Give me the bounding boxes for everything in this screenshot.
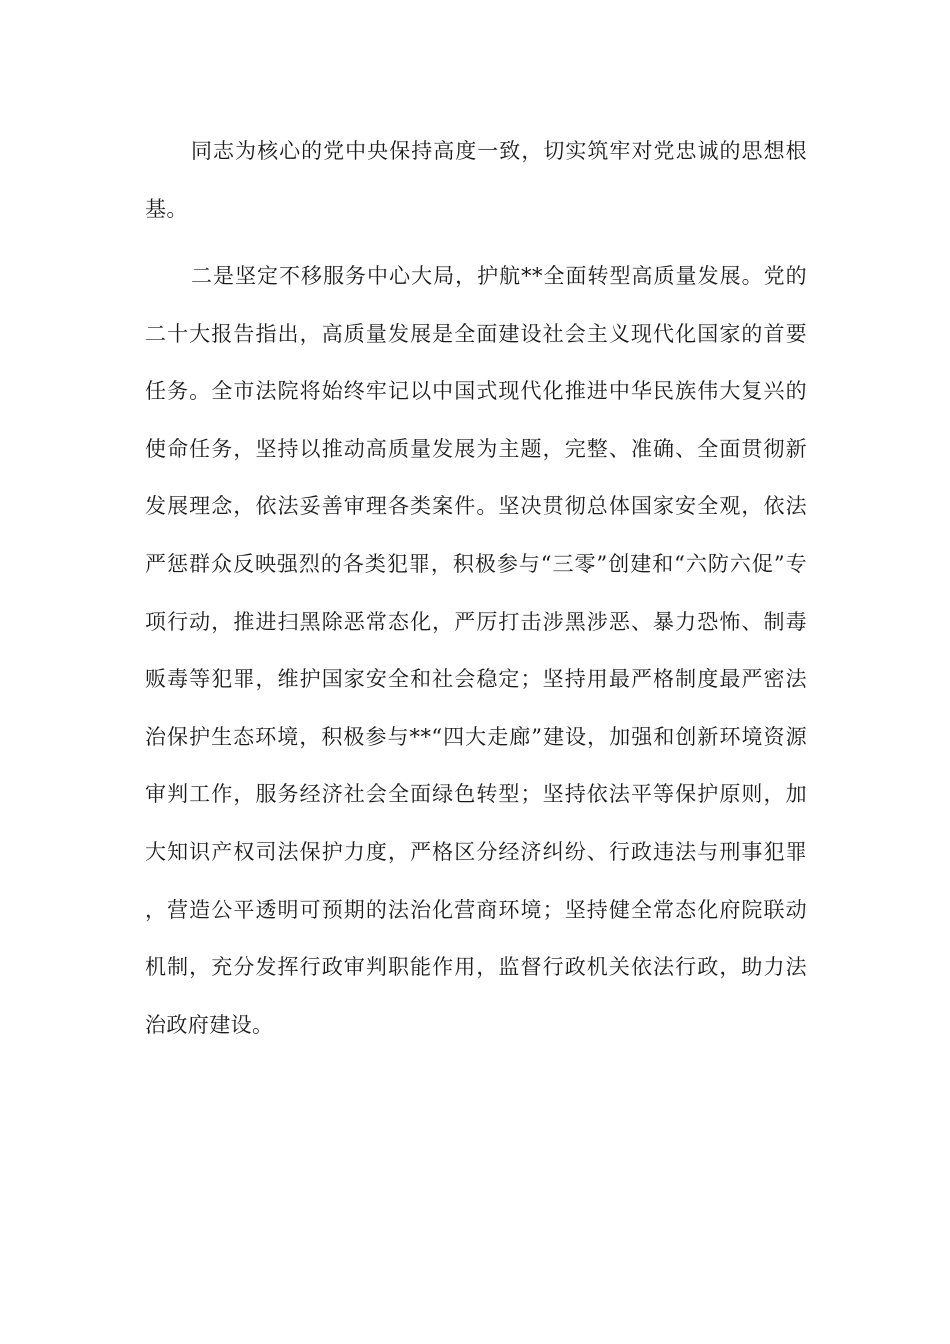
paragraph-serve-development: 二是坚定不移服务中心大局，护航**全面转型高质量发展。党的二十大报告指出，高质量发展是全面建设社会主义现代化国家的首要任务。全市法院将始终牢记以中国式现代化推进中华民族伟大复兴的使命任务，坚持以推动高质量发展为主题，完整、准确、全面贯彻新发展理念，依法妥善审理各类案件。坚决贯彻总体国家安全观，依法严惩群众反映强烈的各类犯罪，积极参与“三零”创建和“六防六促”专项行动，推进扫黑除恶常态化，严厉打击涉黑涉恶、暴力恐怖、制毒贩毒等犯罪，维护国家安全和社会稳定；坚持用最严格制度最严密法治保护生态环境，积极参与**“四大走廊”建设，加强和创新环境资源审判工作，服务经济社会全面绿色转型；坚持依法平等保护原则，加大知识产权司法保护力度，严格区分经济纠纷、行政违法与刑事犯罪，营造公平透明可预期的法治化营商环境；坚持健全常态化府院联动机制，充分发挥行政审判职能作用，监督行政机关依法行政，助力法治政府建设。 [145, 264, 807, 1037]
paragraph-loyalty-foundation: 同志为核心的党中央保持高度一致，切实筑牢对党忠诚的思想根基。 [145, 139, 807, 221]
